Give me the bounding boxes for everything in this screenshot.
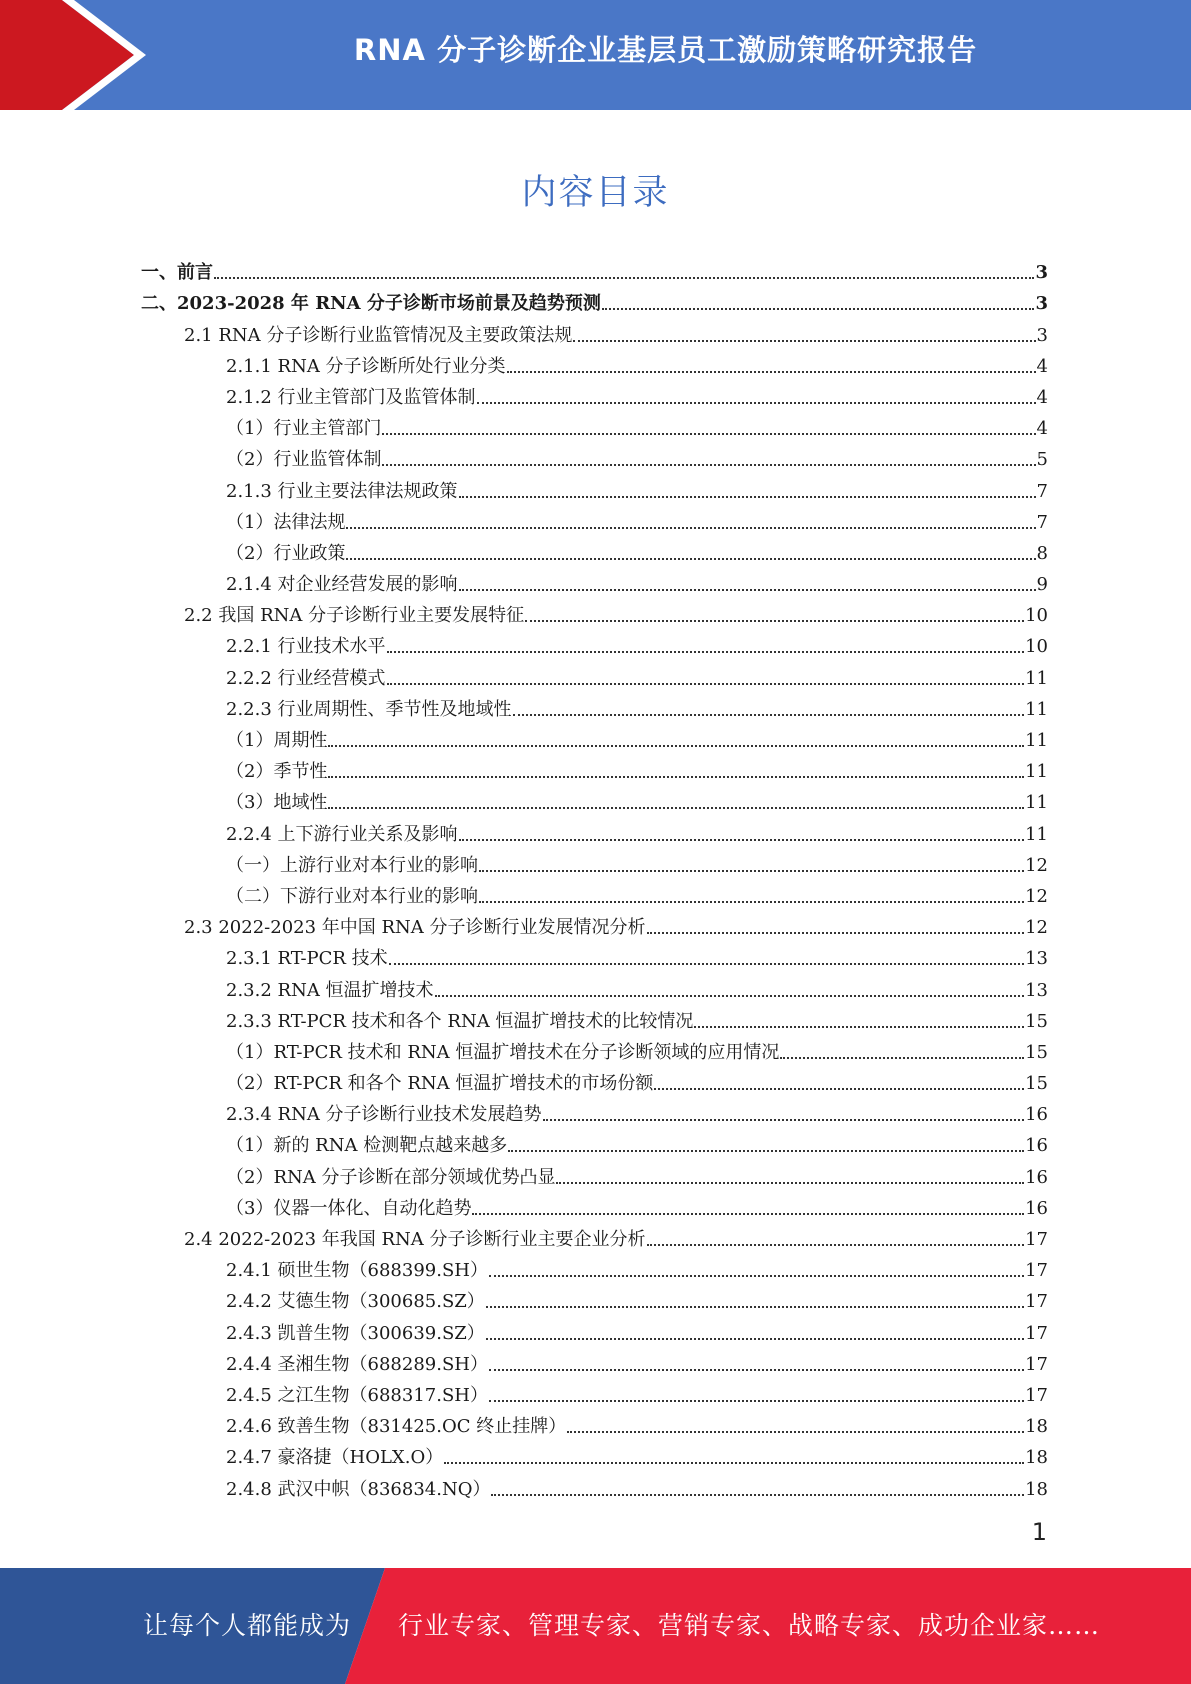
toc-entry-page: 10 [1025, 605, 1048, 627]
toc-entry-page: 11 [1025, 823, 1048, 845]
page-number: 1 [1031, 1518, 1047, 1546]
toc-entry-title: 2.3.1 RT-PCR 技术 [226, 948, 388, 970]
dot-leader [479, 870, 1024, 872]
toc-entry-title: （2）RT-PCR 和各个 RNA 恒温扩增技术的市场份额 [226, 1073, 654, 1095]
toc-entry-page: 4 [1036, 355, 1048, 377]
toc-entry[interactable] [0, 470, 1191, 501]
toc-entry[interactable] [0, 595, 1191, 626]
toc-entry-page: 4 [1036, 386, 1048, 408]
toc-entry-title: 2.3 2022-2023 年中国 RNA 分子诊断行业发展情况分析 [184, 917, 646, 939]
toc-entry[interactable] [0, 969, 1191, 1000]
toc-entry-title: （1）周期性 [226, 730, 328, 751]
dot-leader [328, 807, 1024, 809]
toc-entry[interactable] [0, 1032, 1191, 1063]
toc-entry[interactable] [0, 1281, 1191, 1312]
toc-entry-page: 17 [1025, 1384, 1048, 1406]
toc-entry[interactable] [0, 1125, 1191, 1156]
toc-entry-title: 2.4.5 之江生物（688317.SH） [226, 1384, 488, 1406]
toc-entry[interactable] [0, 1250, 1191, 1281]
toc-entry[interactable] [0, 751, 1191, 782]
toc-entry-title: 2.4.2 艾德生物（300685.SZ） [226, 1291, 485, 1313]
toc-entry-page: 5 [1036, 449, 1048, 471]
toc-entry-title: （3）地域性 [226, 792, 328, 814]
report-title: RNA 分子诊断企业基层员工激励策略研究报告 [353, 33, 978, 67]
toc-entry-page: 3 [1036, 324, 1048, 346]
toc-entry-page: 18 [1025, 1416, 1048, 1438]
toc-entry[interactable] [0, 907, 1191, 938]
toc-entry-title: 2.4.3 凯普生物（300639.SZ） [226, 1322, 485, 1344]
footer-slogan-left: 让每个人都能成为 [143, 1611, 352, 1640]
toc-entry[interactable] [0, 346, 1191, 377]
toc-entry[interactable] [0, 1063, 1191, 1094]
dot-leader [387, 651, 1025, 653]
toc-entry-page: 16 [1025, 1135, 1048, 1157]
toc-entry-title: 2.2.4 上下游行业关系及影响 [226, 823, 458, 845]
dot-leader [435, 995, 1025, 997]
toc-entry-page: 10 [1025, 636, 1048, 658]
toc-entry-title: （1）新的 RNA 检测靶点越来越多 [226, 1135, 508, 1157]
toc-entry-title: 二、2023-2028 年 RNA 分子诊断市场前景及趋势预测 [141, 293, 601, 315]
dot-leader [389, 963, 1024, 965]
toc-entry-title: 2.1 RNA 分子诊断行业监管情况及主要政策法规 [184, 324, 573, 346]
toc-entry[interactable] [0, 1406, 1191, 1437]
dot-leader [346, 558, 1035, 560]
toc-entry-title: （1）法律法规 [226, 511, 346, 533]
toc-entry-page: 16 [1025, 1197, 1048, 1219]
toc-entry[interactable] [0, 626, 1191, 657]
toc-entry-page: 11 [1025, 667, 1048, 689]
toc-entry-title: 2.4.6 致善生物（831425.OC 终止挂牌） [226, 1416, 567, 1438]
toc-entry-title: 2.1.2 行业主管部门及监管体制 [226, 386, 476, 408]
toc-entry-page: 12 [1025, 885, 1048, 907]
toc-entry-title: 2.4.8 武汉中帜（836834.NQ） [226, 1478, 491, 1500]
dot-leader [486, 1338, 1024, 1340]
dot-leader [489, 1369, 1024, 1371]
dot-leader [346, 527, 1035, 529]
toc-entry[interactable] [0, 876, 1191, 907]
toc-entry-page: 4 [1036, 418, 1048, 440]
toc-entry-title: （2）季节性 [226, 761, 328, 783]
toc-entry[interactable] [0, 377, 1191, 408]
dot-leader [525, 620, 1024, 622]
toc-entry-page: 11 [1025, 730, 1048, 751]
dot-leader [602, 308, 1035, 310]
dot-leader [459, 839, 1025, 841]
toc-entry-title: 2.3.2 RNA 恒温扩增技术 [226, 979, 434, 1001]
dot-leader [567, 1431, 1024, 1433]
toc-entry[interactable] [0, 813, 1191, 844]
toc-entry[interactable] [0, 657, 1191, 688]
toc-entry-page: 16 [1025, 1104, 1048, 1126]
dot-leader [387, 683, 1025, 685]
toc-entry-page: 11 [1025, 792, 1048, 814]
toc-entry[interactable] [0, 1375, 1191, 1406]
dot-leader [472, 1213, 1024, 1215]
toc-entry-title: （1）行业主管部门 [226, 418, 382, 440]
toc-entry-page: 3 [1035, 293, 1048, 315]
toc-entry[interactable] [0, 1188, 1191, 1219]
toc-entry-page: 17 [1025, 1229, 1048, 1250]
toc-entry-title: 2.3.3 RT-PCR 技术和各个 RNA 恒温扩增技术的比较情况 [226, 1010, 694, 1032]
dot-leader [382, 433, 1035, 435]
toc-entry-page: 16 [1025, 1166, 1048, 1188]
dot-leader [328, 776, 1024, 778]
toc-entry-page: 7 [1036, 480, 1048, 502]
toc-entry[interactable] [0, 689, 1191, 720]
dot-leader [214, 277, 1034, 279]
toc-entry-title: 2.2.3 行业周期性、季节性及地域性 [226, 698, 512, 720]
toc-entry-title: 2.4.1 硕世生物（688399.SH） [226, 1260, 488, 1282]
toc-entry-title: （3）仪器一体化、自动化趋势 [226, 1197, 472, 1219]
toc-entry-page: 12 [1025, 917, 1048, 939]
toc-entry[interactable] [0, 252, 1191, 283]
dot-leader [491, 1494, 1024, 1496]
toc-entry[interactable] [0, 439, 1191, 470]
toc-entry-page: 13 [1025, 948, 1048, 970]
toc-entry[interactable] [0, 1219, 1191, 1250]
toc-entry-title: 2.2.1 行业技术水平 [226, 636, 386, 658]
dot-leader [489, 1400, 1024, 1402]
toc-heading: 内容目录 [521, 173, 670, 213]
toc-entry[interactable] [0, 1312, 1191, 1343]
toc-entry[interactable] [0, 1156, 1191, 1187]
dot-leader [647, 932, 1025, 934]
toc-entry-page: 17 [1025, 1291, 1048, 1313]
toc-entry-page: 12 [1025, 854, 1048, 876]
toc-entry[interactable] [0, 1094, 1191, 1125]
toc-entry-page: 11 [1025, 698, 1048, 720]
dot-leader [508, 1150, 1024, 1152]
dot-leader [513, 714, 1025, 716]
dot-leader [459, 589, 1036, 591]
toc-entry-page: 17 [1025, 1353, 1048, 1375]
toc-entry-title: 2.1.3 行业主要法律法规政策 [226, 480, 458, 502]
dot-leader [479, 901, 1024, 903]
toc-entry-page: 11 [1025, 761, 1048, 783]
toc-entry-title: 2.2 我国 RNA 分子诊断行业主要发展特征 [184, 605, 525, 627]
table-of-contents [0, 252, 1191, 1500]
toc-entry-title: 2.4.7 豪洛捷（HOLX.O） [226, 1447, 444, 1469]
toc-entry-page: 18 [1025, 1447, 1048, 1469]
dot-leader [694, 1026, 1024, 1028]
dot-leader [573, 340, 1035, 342]
toc-entry[interactable] [0, 283, 1191, 314]
toc-entry-title: 2.4.4 圣湘生物（688289.SH） [226, 1353, 488, 1375]
toc-entry-page: 15 [1025, 1010, 1048, 1032]
toc-entry-page: 7 [1036, 511, 1048, 533]
toc-entry[interactable] [0, 1437, 1191, 1468]
toc-entry-title: （2）RNA 分子诊断在部分领域优势凸显 [226, 1166, 556, 1188]
toc-entry-title: （二）下游行业对本行业的影响 [226, 885, 478, 907]
dot-leader [780, 1057, 1024, 1059]
dot-leader [507, 371, 1036, 373]
toc-entry[interactable] [0, 502, 1191, 533]
dot-leader [328, 745, 1024, 747]
toc-entry-page: 9 [1036, 574, 1048, 596]
dot-leader [489, 1275, 1024, 1277]
dot-leader [543, 1119, 1025, 1121]
toc-entry-page: 15 [1025, 1073, 1048, 1095]
page-header [0, 0, 1191, 110]
toc-entry-page: 3 [1035, 262, 1048, 284]
toc-entry-title: 2.4 2022-2023 年我国 RNA 分子诊断行业主要企业分析 [184, 1229, 646, 1250]
dot-leader [382, 464, 1035, 466]
dot-leader [556, 1182, 1024, 1184]
toc-entry-title: （1）RT-PCR 技术和 RNA 恒温扩增技术在分子诊断领域的应用情况 [226, 1041, 780, 1063]
toc-entry-title: （2）行业监管体制 [226, 449, 382, 471]
toc-entry-page: 15 [1025, 1041, 1048, 1063]
toc-entry-title: 2.1.4 对企业经营发展的影响 [226, 574, 458, 596]
toc-entry-title: 2.1.1 RNA 分子诊断所处行业分类 [226, 355, 506, 377]
toc-entry-title: （2）行业政策 [226, 542, 346, 564]
dot-leader [654, 1088, 1024, 1090]
dot-leader [477, 402, 1036, 404]
toc-entry-page: 17 [1025, 1260, 1048, 1282]
toc-entry-page: 8 [1036, 542, 1048, 564]
toc-entry[interactable] [0, 533, 1191, 564]
toc-entry-title: 2.3.4 RNA 分子诊断行业技术发展趋势 [226, 1104, 542, 1126]
toc-entry[interactable] [0, 938, 1191, 969]
toc-entry[interactable] [0, 1468, 1191, 1499]
toc-entry[interactable] [0, 1344, 1191, 1375]
header-arrow-decoration [0, 0, 160, 110]
toc-entry-title: 一、前言 [141, 262, 213, 284]
toc-entry[interactable] [0, 1001, 1191, 1032]
toc-entry-page: 17 [1025, 1322, 1048, 1344]
toc-entry-title: 2.2.2 行业经营模式 [226, 667, 386, 689]
dot-leader [486, 1306, 1024, 1308]
toc-entry[interactable] [0, 408, 1191, 439]
toc-entry[interactable] [0, 845, 1191, 876]
toc-entry-page: 13 [1025, 979, 1048, 1001]
toc-entry[interactable] [0, 782, 1191, 813]
page-footer [0, 1568, 1191, 1684]
toc-entry[interactable] [0, 314, 1191, 345]
dot-leader [459, 496, 1036, 498]
dot-leader [444, 1462, 1024, 1464]
footer-slogan-right: 行业专家、管理专家、营销专家、战略专家、成功企业家…… [398, 1611, 1101, 1640]
toc-entry-page: 18 [1025, 1478, 1048, 1500]
toc-entry[interactable] [0, 720, 1191, 751]
toc-entry[interactable] [0, 564, 1191, 595]
dot-leader [647, 1244, 1025, 1246]
toc-entry-title: （一）上游行业对本行业的影响 [226, 854, 478, 876]
